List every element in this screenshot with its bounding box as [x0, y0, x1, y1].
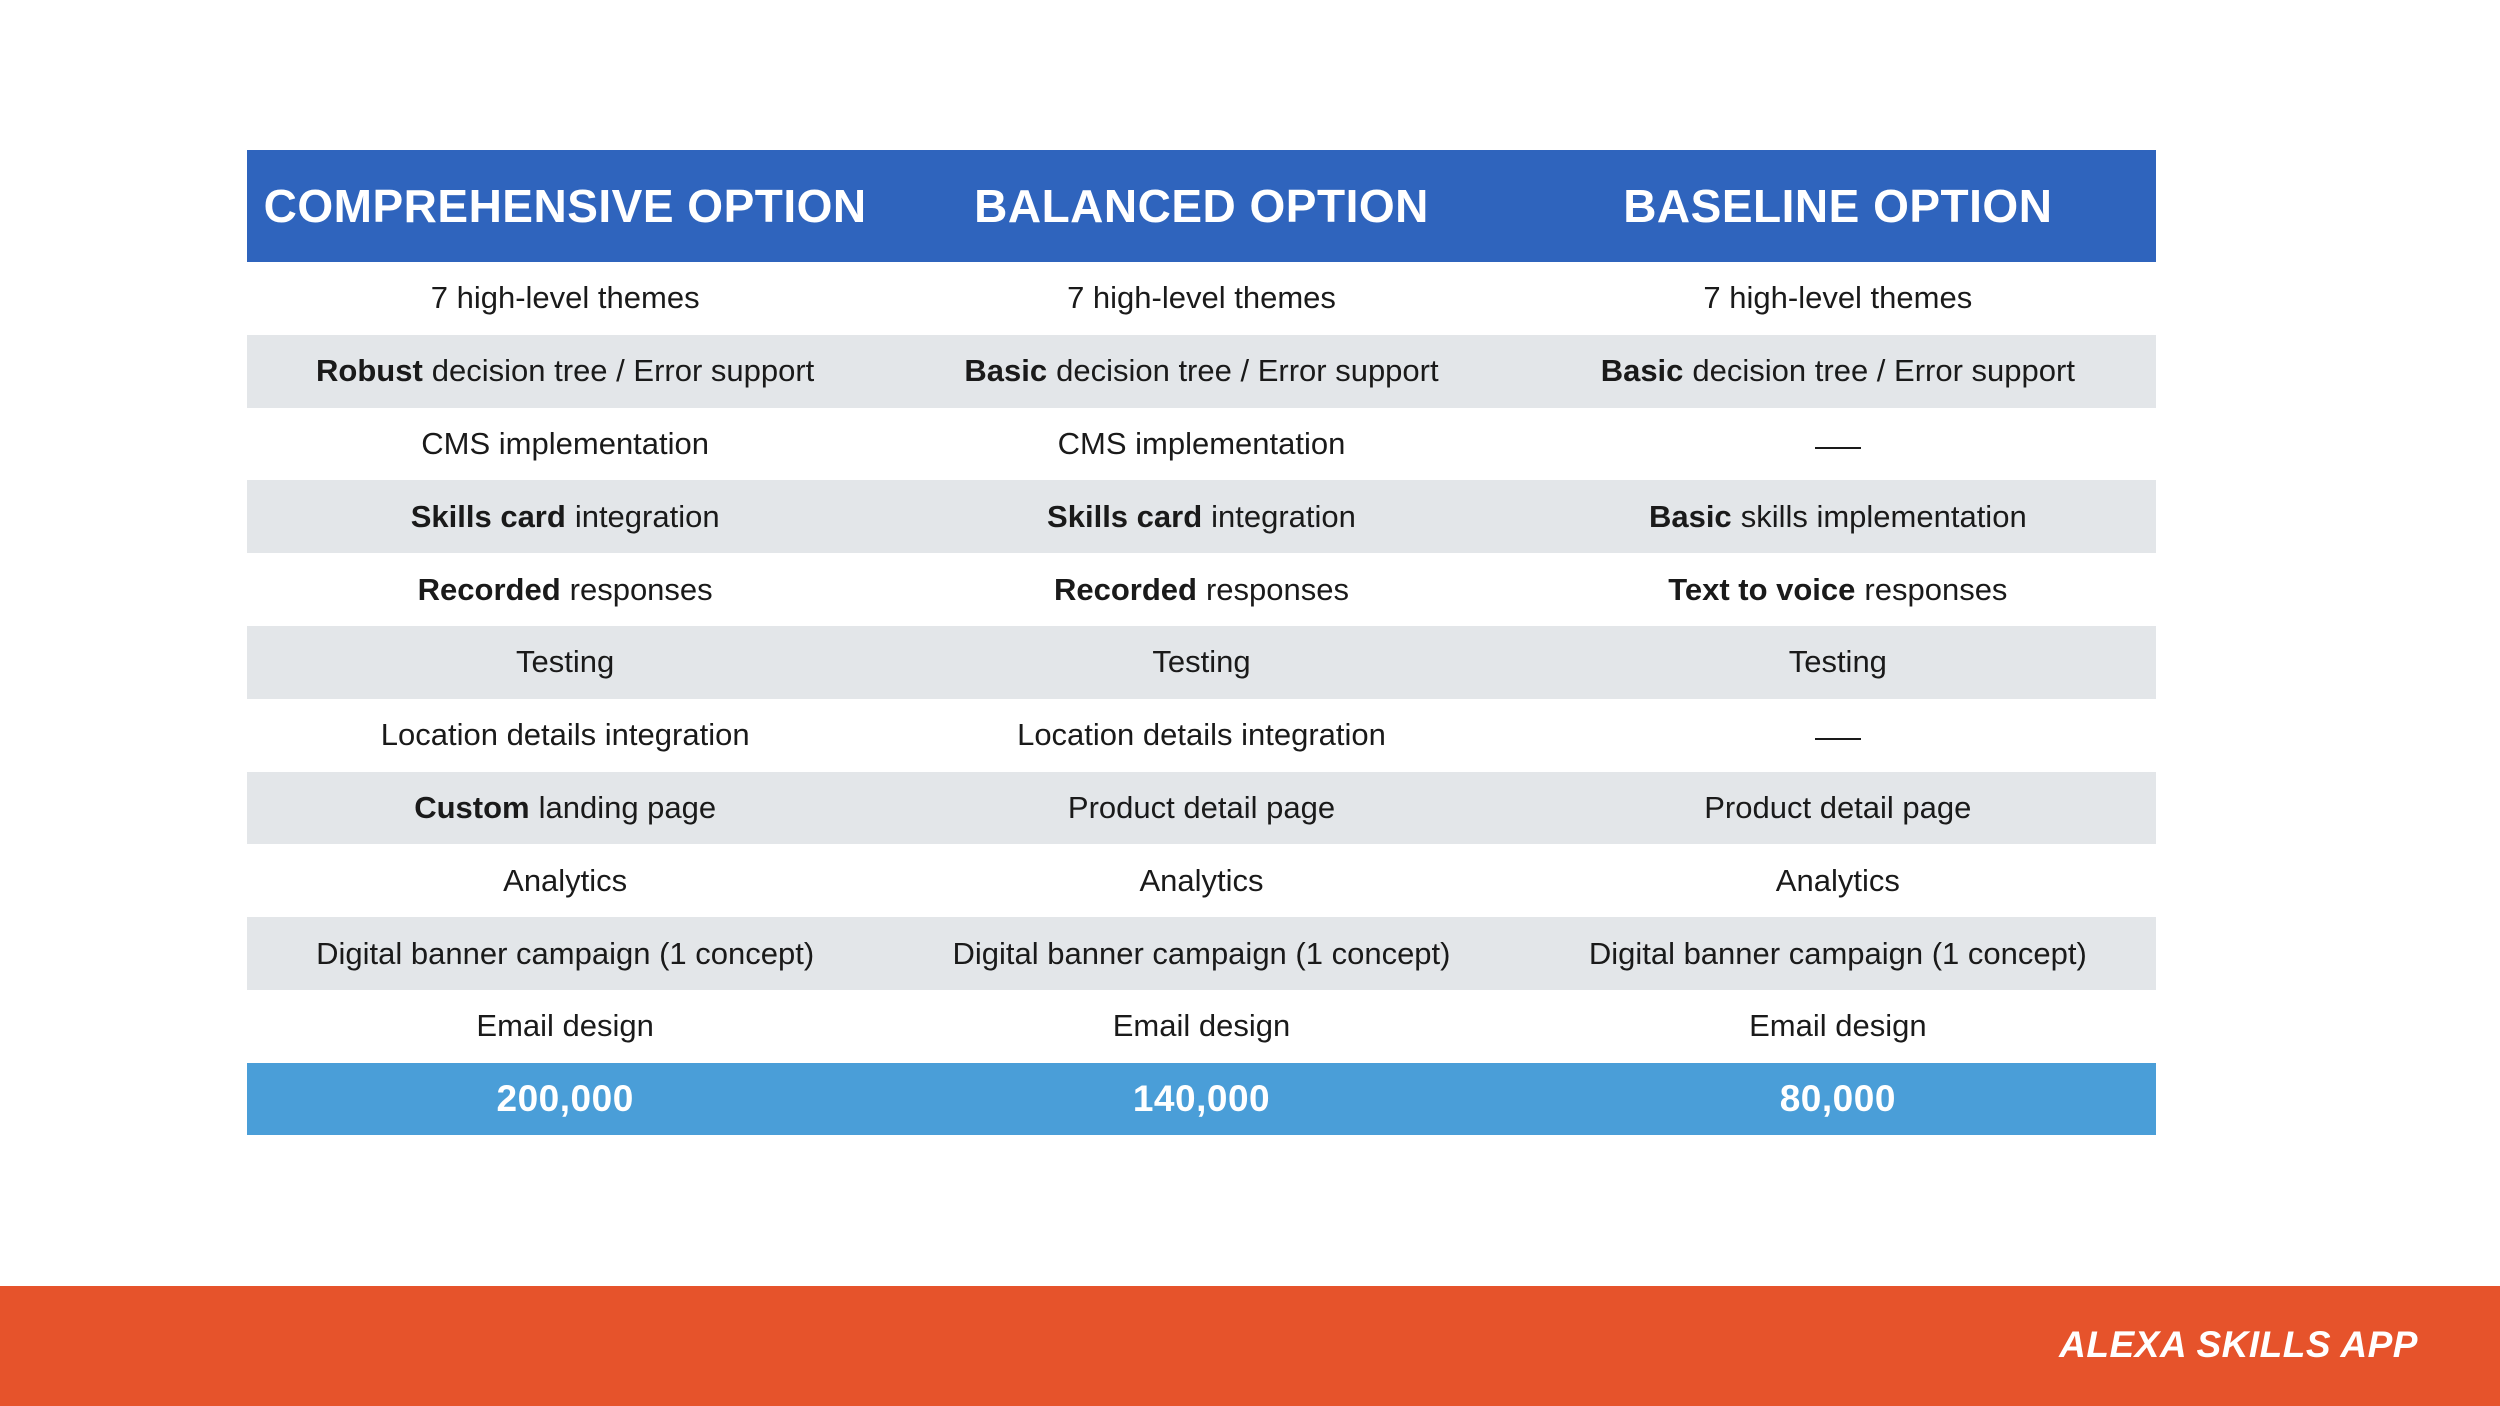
table-cell-baseline — [1520, 917, 2156, 990]
table-cell-comprehensive — [247, 917, 883, 990]
footer-title: ALEXA SKILLS APP — [2059, 1324, 2418, 1365]
cell-text: Analytics — [1139, 862, 1264, 898]
cell-text: Email design — [476, 1008, 654, 1044]
table-cell-balanced — [883, 772, 1519, 845]
cell-emphasis: Basic — [1648, 498, 1732, 534]
table-cell-comprehensive — [247, 990, 883, 1063]
table-cell-baseline — [1520, 553, 2156, 626]
header-baseline-option: BASELINE OPTION — [1623, 180, 2053, 232]
cell-text: Location details integration — [1017, 717, 1386, 753]
footer-bar — [0, 1286, 2500, 1406]
cell-text: Location details integration — [380, 717, 750, 753]
table-cell-comprehensive — [247, 844, 883, 917]
table-cell-balanced — [883, 626, 1519, 699]
table-cell-balanced — [883, 699, 1519, 772]
cell-text: skills implementation — [1740, 498, 2027, 534]
cell-emphasis: Robust — [316, 353, 423, 389]
cell-text: responses — [1205, 571, 1349, 607]
table-row — [247, 844, 2156, 917]
table-header-row — [247, 150, 2156, 262]
table-row — [247, 262, 2156, 335]
table-cell-baseline — [1520, 844, 2156, 917]
cell-text: integration — [1211, 498, 1356, 534]
table-cell-balanced — [883, 990, 1519, 1063]
table-cell-balanced — [883, 408, 1519, 481]
table-cell-balanced — [883, 262, 1519, 335]
table-cell-baseline — [1520, 626, 2156, 699]
cell-text: Email design — [1112, 1008, 1291, 1044]
not-included-dash — [1815, 738, 1861, 740]
table-cell-comprehensive — [247, 772, 883, 845]
cell-text: Product detail page — [1704, 789, 1972, 825]
table-cell-baseline — [1520, 480, 2156, 553]
cell-text: landing page — [538, 789, 717, 825]
not-included-dash — [1815, 447, 1861, 449]
table-cell-comprehensive — [247, 553, 883, 626]
table-cell-baseline — [1520, 772, 2156, 845]
table-row — [247, 553, 2156, 626]
cell-emphasis: Skills card — [410, 498, 566, 534]
cell-text: Email design — [1749, 1008, 1927, 1044]
table-cell-comprehensive — [247, 626, 883, 699]
cell-emphasis: Skills card — [1047, 498, 1203, 534]
cell-emphasis: Basic — [1600, 353, 1684, 389]
cell-text: Digital banner campaign (1 concept) — [952, 935, 1451, 971]
cell-text: 7 high-level themes — [1067, 280, 1336, 316]
price-comprehensive: 200,000 — [496, 1077, 634, 1119]
table-cell-baseline — [1520, 408, 2156, 481]
table-row — [247, 990, 2156, 1063]
price-baseline: 80,000 — [1779, 1077, 1896, 1119]
table-row — [247, 626, 2156, 699]
cell-text: responses — [1864, 571, 2008, 607]
cell-text: Digital banner campaign (1 concept) — [1588, 935, 2087, 971]
table-cell-baseline — [1520, 699, 2156, 772]
cell-text: decision tree / Error support — [1692, 353, 2075, 389]
cell-text: CMS implementation — [421, 425, 710, 461]
cell-emphasis: Text to voice — [1668, 571, 1856, 607]
table-cell-baseline — [1520, 262, 2156, 335]
table-cell-comprehensive — [247, 408, 883, 481]
cell-text: Testing — [516, 644, 615, 680]
table-row — [247, 772, 2156, 845]
cell-text: Product detail page — [1067, 789, 1336, 825]
cell-emphasis: Recorded — [1053, 571, 1197, 607]
price-row — [247, 1063, 2156, 1135]
table-cell-comprehensive — [247, 480, 883, 553]
table-cell-comprehensive — [247, 262, 883, 335]
cell-text: 7 high-level themes — [1703, 280, 1973, 316]
table-cell-comprehensive — [247, 699, 883, 772]
cell-text: CMS implementation — [1057, 425, 1346, 461]
cell-text: decision tree / Error support — [1056, 353, 1439, 389]
cell-text: Digital banner campaign (1 concept) — [316, 935, 815, 971]
cell-text: Testing — [1152, 644, 1251, 680]
options-comparison-table — [247, 150, 2156, 1135]
table-row — [247, 917, 2156, 990]
price-balanced: 140,000 — [1132, 1077, 1271, 1119]
table-row — [247, 408, 2156, 481]
table-cell-balanced — [883, 553, 1519, 626]
cell-emphasis: Basic — [964, 353, 1048, 389]
cell-text: Testing — [1788, 644, 1887, 680]
header-balanced-option: BALANCED OPTION — [974, 180, 1429, 232]
cell-text: Analytics — [503, 862, 628, 898]
cell-text: 7 high-level themes — [430, 280, 700, 316]
table-cell-comprehensive — [247, 335, 883, 408]
table-cell-baseline — [1520, 335, 2156, 408]
cell-emphasis: Custom — [414, 789, 530, 825]
table-row — [247, 335, 2156, 408]
cell-text: Analytics — [1775, 862, 1900, 898]
table-cell-balanced — [883, 917, 1519, 990]
table-row — [247, 480, 2156, 553]
table-cell-baseline — [1520, 990, 2156, 1063]
table-row — [247, 699, 2156, 772]
header-comprehensive-option: COMPREHENSIVE OPTION — [263, 180, 867, 232]
cell-emphasis: Recorded — [417, 571, 561, 607]
table-cell-balanced — [883, 844, 1519, 917]
cell-text: responses — [569, 571, 713, 607]
table-cell-balanced — [883, 335, 1519, 408]
table-cell-balanced — [883, 480, 1519, 553]
cell-text: decision tree / Error support — [431, 353, 815, 389]
table-body — [247, 262, 2156, 1063]
cell-text: integration — [574, 498, 720, 534]
